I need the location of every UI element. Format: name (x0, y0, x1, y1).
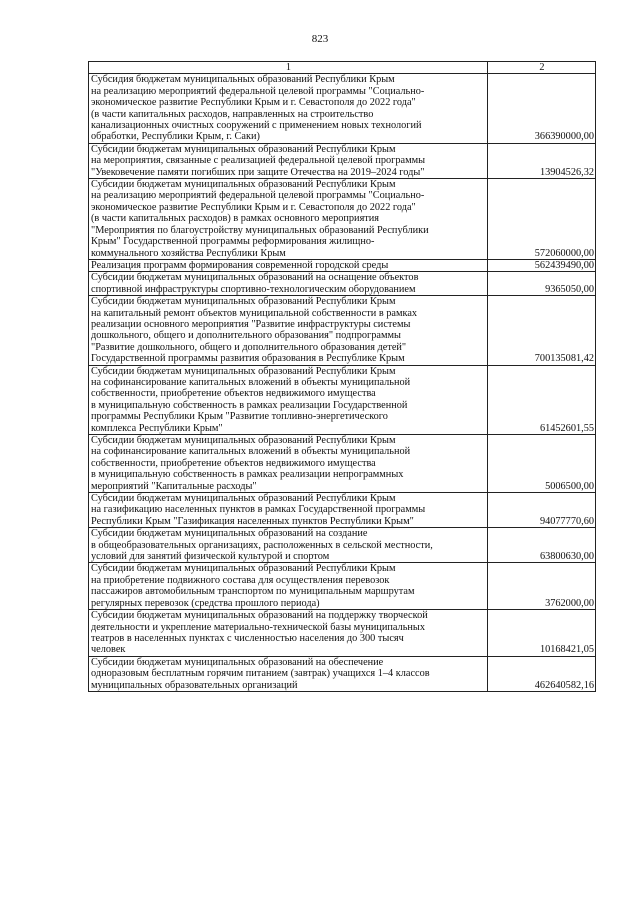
table-row (89, 365, 596, 434)
row-amount: 3762000,00 (488, 563, 596, 610)
row-description: Субсидии бюджетам муниципальных образований Республики Крым на софинансирование капитальных вложений в объекты муниципальной собственности, приобретение объектов недвижимого имущества в муниципальную собственность в рамках реализации Государственной программы Республики Крым "Развитие топливно-энергетического комплекса Республики Крым" (89, 365, 488, 434)
table-row (89, 656, 596, 691)
row-description: Субсидии бюджетам муниципальных образований Республики Крым на софинансирование капитальных вложений в объекты муниципальной собственности, приобретение объектов недвижимого имущества в муниципальную собственность в рамках реализации непрограммных мероприятий "Капитальные расходы" (89, 435, 488, 493)
row-description: Субсидии бюджетам муниципальных образований на создание в общеобразовательных организациях, расположенных в сельской местности, условий для занятий физической культурой и спортом (89, 528, 488, 563)
row-amount: 61452601,55 (488, 365, 596, 434)
row-amount: 13904526,32 (488, 143, 596, 178)
row-description: Реализация программ формирования современной городской среды (89, 259, 488, 271)
table-header-row (89, 62, 596, 74)
row-amount: 10168421,05 (488, 610, 596, 657)
table-row (89, 143, 596, 178)
row-amount: 562439490,00 (488, 259, 596, 271)
row-amount: 366390000,00 (488, 74, 596, 143)
table-row (89, 610, 596, 657)
row-description: Субсидии бюджетам муниципальных образований Республики Крым на мероприятия, связанные с реализацией федеральной целевой программы "Увековечение памяти погибших при защите Отечества на 2019–2024 годы" (89, 143, 488, 178)
row-amount: 63800630,00 (488, 528, 596, 563)
column-header-2: 2 (488, 62, 596, 74)
row-amount: 9365050,00 (488, 272, 596, 296)
table-row (89, 435, 596, 493)
row-description: Субсидии бюджетам муниципальных образований Республики Крым на газификацию населенных пунктов в рамках Государственной программы Республики Крым "Газификация населенных пунктов Республики Крым" (89, 493, 488, 528)
table-row (89, 74, 596, 143)
table-row (89, 259, 596, 271)
table-row (89, 272, 596, 296)
row-amount: 572060000,00 (488, 179, 596, 260)
budget-table (88, 61, 596, 692)
table-row (89, 493, 596, 528)
row-description: Субсидии бюджетам муниципальных образований Республики Крым на приобретение подвижного состава для осуществления перевозок пассажиров автомобильным транспортом по муниципальным маршрутам регулярных перевозок (средства прошлого периода) (89, 563, 488, 610)
table-row (89, 296, 596, 365)
row-amount: 462640582,16 (488, 656, 596, 691)
row-description: Субсидии бюджетам муниципальных образований на оснащение объектов спортивной инфраструктуры спортивно-технологическим оборудованием (89, 272, 488, 296)
row-description: Субсидии бюджетам муниципальных образований на поддержку творческой деятельности и укрепление материально-технической базы муниципальных театров в населенных пунктах с численностью населения до 300 тысяч человек (89, 610, 488, 657)
row-amount: 94077770,60 (488, 493, 596, 528)
page-number: 823 (311, 33, 329, 45)
table-row (89, 563, 596, 610)
row-amount: 5006500,00 (488, 435, 596, 493)
row-amount: 700135081,42 (488, 296, 596, 365)
column-header-1: 1 (89, 62, 488, 74)
row-description: Субсидии бюджетам муниципальных образований Республики Крым на реализацию мероприятий федеральной целевой программы "Социально- экономическое развитие Республики Крым и г. Севастополя до 2022 года" (в части капитальных расходов) в рамках основного мероприятия "Мероприятия по благоустройству муниципальных образований Республики Крым" Государственной программы реформирования жилищно- коммунального хозяйства Республики Крым (89, 179, 488, 260)
table-row (89, 179, 596, 260)
row-description: Субсидии бюджетам муниципальных образований на обеспечение одноразовым бесплатным горячим питанием (завтрак) учащихся 1–4 классов муниципальных образовательных организаций (89, 656, 488, 691)
row-description: Субсидии бюджетам муниципальных образований Республики Крым на капитальный ремонт объектов муниципальной собственности в рамках реализации основного мероприятия "Развитие инфраструктуры системы дошкольного, общего и дополнительного образования" подпрограммы "Развитие дошкольного, общего и дополнительного образования детей" Государственной программы развития образования в Республике Крым (89, 296, 488, 365)
row-description: Субсидия бюджетам муниципальных образований Республики Крым на реализацию мероприятий федеральной целевой программы "Социально- экономическое развитие Республики Крым и г. Севастополя до 2022 года" (в части капитальных расходов, направленных на строительство канализационных очистных сооружений с применением новых технологий обработки, Республики Крым, г. Саки) (89, 74, 488, 143)
table-row (89, 528, 596, 563)
